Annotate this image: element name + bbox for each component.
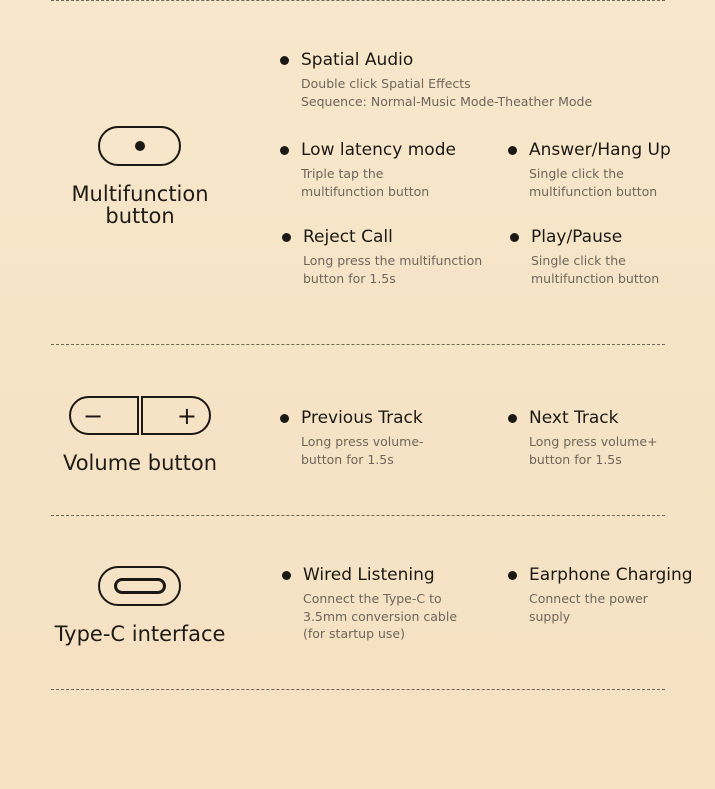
bullet-icon <box>282 233 291 242</box>
bullet-icon <box>282 571 291 580</box>
bullet-icon <box>280 146 289 155</box>
minus-icon: − <box>83 401 104 430</box>
feature-play-pause <box>531 227 659 287</box>
type-c-title: Type-C interface <box>54 622 226 646</box>
feature-next-track-desc: Long press volume+ button for 1.5s <box>529 434 658 467</box>
multifunction-title: Multifunction button <box>71 182 209 228</box>
feature-answer-hang-up-title: Answer/Hang Up <box>529 140 671 160</box>
feature-answer-hang-up <box>529 140 671 200</box>
divider-top <box>51 0 665 1</box>
bullet-icon <box>510 233 519 242</box>
feature-earphone-charging-title: Earphone Charging <box>529 565 693 585</box>
feature-previous-track-desc: Long press volume- button for 1.5s <box>301 434 424 467</box>
divider-bottom <box>51 689 665 690</box>
feature-low-latency <box>301 140 456 200</box>
feature-reject-call-desc: Long press the multifunction button for 1.5s <box>303 253 483 286</box>
feature-answer-hang-up-desc: Single click the multifunction button <box>529 166 658 199</box>
type-c-port-icon <box>98 566 181 606</box>
feature-spatial-audio-desc: Double click Spatial Effects Sequence: Normal-Music Mode-Theather Mode <box>301 76 593 109</box>
feature-play-pause-desc: Single click the multifunction button <box>531 253 660 286</box>
volume-title: Volume button <box>62 451 218 475</box>
volume-minus-key <box>69 396 139 435</box>
bullet-icon <box>280 414 289 423</box>
type-c-slot-icon <box>114 578 166 594</box>
feature-spatial-audio-title: Spatial Audio <box>301 50 592 70</box>
multifunction-dot-icon <box>135 141 145 151</box>
divider-after-volume <box>51 515 665 516</box>
feature-previous-track <box>301 408 424 468</box>
plus-icon: + <box>176 401 197 430</box>
divider-after-multifunction <box>51 344 665 345</box>
bullet-icon <box>508 414 517 423</box>
bullet-icon <box>508 571 517 580</box>
feature-next-track <box>529 408 658 468</box>
bullet-icon <box>508 146 517 155</box>
feature-earphone-charging-desc: Connect the power supply <box>529 591 648 624</box>
bullet-icon <box>280 56 289 65</box>
feature-next-track-title: Next Track <box>529 408 658 428</box>
volume-plus-key <box>141 396 211 435</box>
feature-play-pause-title: Play/Pause <box>531 227 659 247</box>
feature-spatial-audio <box>301 50 592 110</box>
feature-wired-listening <box>303 565 457 643</box>
multifunction-button-icon <box>98 126 181 166</box>
feature-low-latency-title: Low latency mode <box>301 140 456 160</box>
feature-wired-listening-desc: Connect the Type-C to 3.5mm conversion cable (for startup use) <box>303 591 458 641</box>
feature-reject-call-title: Reject Call <box>303 227 482 247</box>
feature-wired-listening-title: Wired Listening <box>303 565 457 585</box>
feature-reject-call <box>303 227 482 287</box>
feature-low-latency-desc: Triple tap the multifunction button <box>301 166 430 199</box>
feature-previous-track-title: Previous Track <box>301 408 424 428</box>
feature-earphone-charging <box>529 565 693 625</box>
